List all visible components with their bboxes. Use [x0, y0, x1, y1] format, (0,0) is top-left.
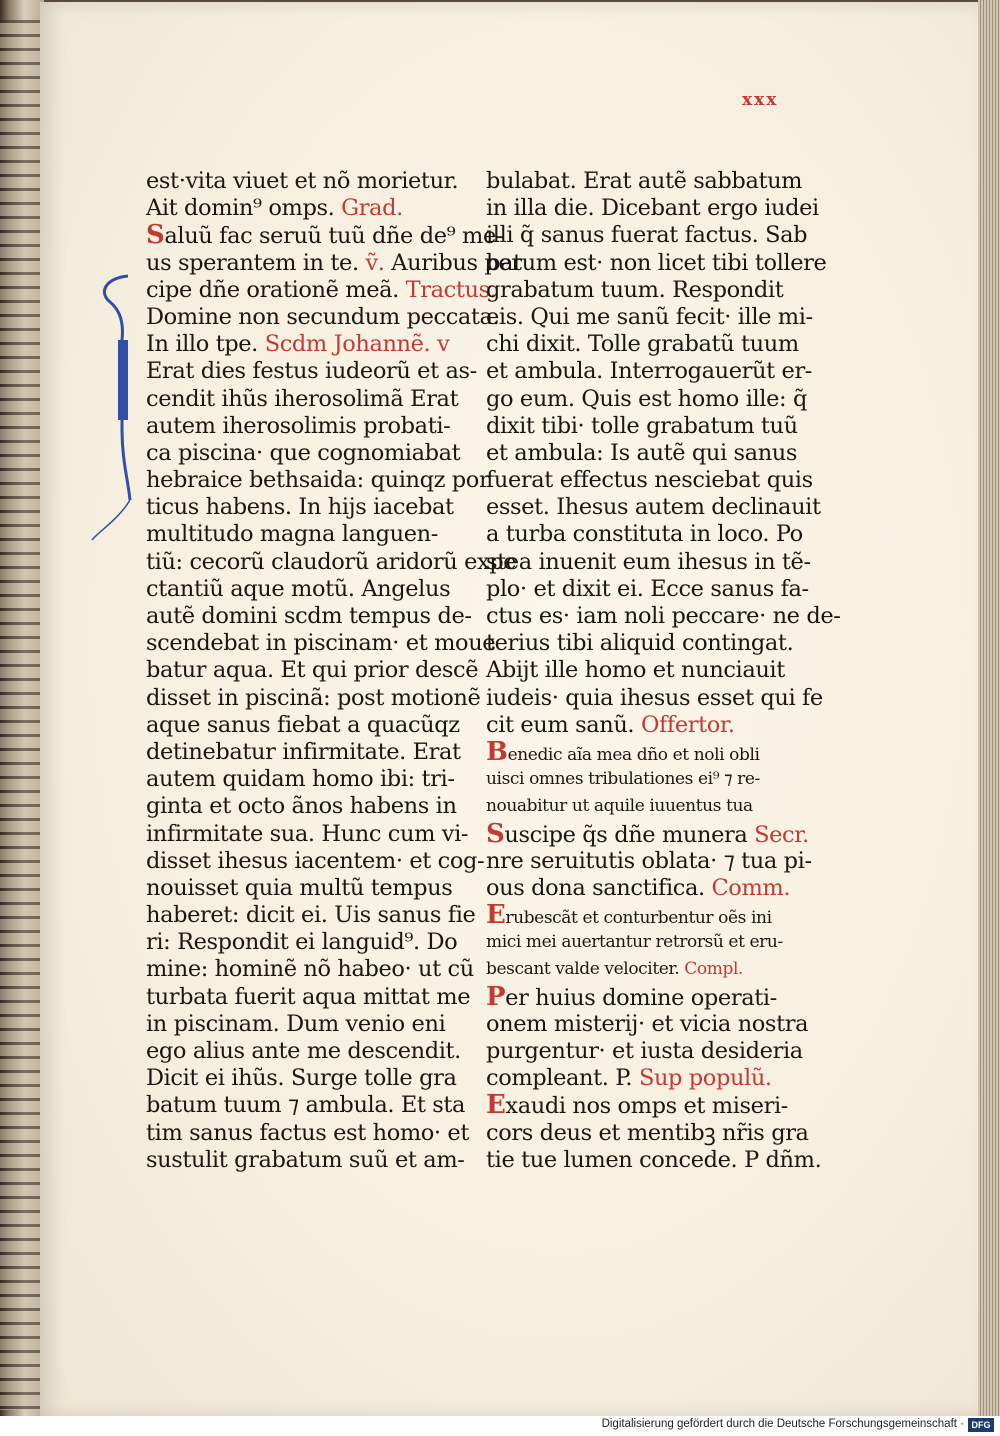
text-line: [146, 711, 460, 739]
text-line: [486, 439, 798, 467]
line-text: nouisset quia multũ tempus: [146, 874, 453, 901]
right-text-column: [486, 168, 841, 1174]
line-text: dixit tibi· tolle grabatum tuũ: [486, 412, 798, 439]
text-line: [486, 1038, 803, 1065]
text-line: [146, 575, 451, 603]
text-line: [486, 736, 784, 767]
text-line: [146, 331, 450, 358]
line-text: ego alius ante me descendit.: [146, 1038, 461, 1064]
line-text: disset in piscinã: post motionẽ: [146, 684, 481, 711]
line-text: chi dixit. Tolle grabatũ tuum: [486, 331, 799, 358]
line-text: us sperantem in te.: [146, 249, 366, 276]
text-line: [146, 1092, 466, 1119]
line-text: uisci omnes tribulationes ei⁹ ⁊ re-: [486, 769, 760, 790]
folio-number: xxx: [742, 90, 779, 110]
text-line: [146, 168, 459, 195]
line-text: turbata fuerit aqua mittat me: [146, 983, 471, 1010]
line-text: autem quidam homo ibi: tri-: [146, 766, 455, 793]
line-text: mine: hominẽ nõ habeo· ut cũ: [146, 956, 474, 983]
line-text: batur aqua. Et qui prior descẽ: [146, 657, 479, 684]
line-text: esset. Ihesus autem declinauit: [486, 494, 821, 521]
text-line: [486, 766, 784, 793]
line-text: tim sanus factus est homo· et: [146, 1119, 469, 1146]
line-text: aluũ fac seruũ tuũ dñe de⁹ me-: [164, 223, 504, 250]
text-line: [146, 1065, 457, 1092]
line-text: nouabitur ut aquile iuuentus tua: [486, 796, 753, 817]
text-line: [486, 548, 811, 576]
rubric-text: ṽ.: [365, 249, 385, 276]
rubric-text: Tractus.: [405, 276, 497, 303]
text-line: [146, 847, 485, 875]
line-text: multitudo magna languen-: [146, 521, 438, 548]
text-line: [146, 630, 496, 657]
text-line: [146, 1146, 465, 1174]
rubric-text: Grad.: [341, 195, 403, 222]
text-line: [486, 1065, 784, 1092]
rubricated-initial: E: [486, 1090, 506, 1121]
line-text: terius tibi aliquid contingat.: [486, 630, 794, 657]
text-line: [146, 1011, 444, 1038]
text-line: [486, 195, 819, 222]
text-line: [146, 276, 497, 304]
text-line: [486, 847, 812, 875]
rubric-text: Scdm Johannẽ. v: [264, 331, 450, 358]
page-edges: [978, 0, 1000, 1420]
line-text: aque sanus fiebat a quacũqz: [146, 711, 460, 738]
rubric-text: Secr.: [754, 821, 809, 848]
line-text: er huius domine operati-: [505, 984, 777, 1011]
text-line: [146, 603, 472, 630]
line-text: tie tue lumen concede. P dñm.: [486, 1146, 822, 1173]
rubric-text: Comm.: [711, 874, 791, 901]
line-text: cit eum sanũ.: [486, 711, 641, 738]
text-line: [486, 818, 809, 849]
text-line: [486, 657, 784, 684]
text-line: [486, 303, 813, 331]
text-line: [146, 874, 453, 902]
line-text: In illo tpe.: [146, 331, 265, 358]
text-line: [146, 684, 481, 712]
text-line: [146, 195, 444, 222]
text-line: [486, 929, 784, 956]
line-text: rubescãt et conturbentur oẽs ini: [505, 908, 772, 929]
line-text: haberet: dicit ei. Uis sanus fie: [146, 902, 476, 929]
line-text: in piscinam. Dum venio eni: [146, 1010, 446, 1037]
text-line: [486, 874, 791, 902]
line-text: infirmitate sua. Hunc cum vi-: [146, 820, 469, 847]
rubric-text: Offertor.: [640, 711, 735, 738]
line-text: ctantiũ aque motũ. Angelus: [146, 575, 451, 602]
line-text: grabatum tuum. Respondit: [486, 276, 784, 303]
text-line: [486, 277, 784, 304]
blue-initial-flourish: [88, 270, 148, 550]
text-line: [486, 521, 803, 548]
line-text: ginta et octo ãnos habens in: [146, 793, 457, 820]
line-text: onem misterij· et vicia nostra: [486, 1010, 809, 1037]
text-line: [146, 902, 476, 929]
text-line: [146, 303, 500, 331]
line-text: eis. Qui me sanũ fecit· ille mi-: [486, 303, 813, 330]
line-text: ri: Respondit ei languid⁹. Do: [146, 929, 458, 956]
line-text: est·vita viuet et nõ morietur.: [146, 168, 459, 194]
text-line: [146, 548, 517, 576]
text-line: [486, 575, 809, 603]
line-text: hebraice bethsaida: quinqz por: [146, 467, 490, 494]
rubricated-initial: E: [486, 900, 506, 931]
line-text: nre seruitutis oblata· ⁊ tua pi-: [486, 847, 812, 874]
line-text: cors deus et mentibꝫ nr̃is gra: [486, 1119, 809, 1146]
line-text: mici mei auertantur retrorsũ et eru-: [486, 932, 783, 953]
line-text: compleant. P.: [486, 1065, 639, 1092]
line-text: a turba constituta in loco. Po: [486, 521, 803, 548]
line-text: detinebatur infirmitate. Erat: [146, 738, 461, 765]
text-line: [146, 249, 522, 277]
rubricated-initial: S: [146, 220, 165, 251]
text-line: [146, 738, 461, 766]
text-line: [486, 1146, 822, 1174]
text-line: [486, 222, 808, 249]
text-line: [146, 793, 457, 820]
text-line: [486, 981, 784, 1012]
line-text: go eum. Quis est homo ille: q̃: [486, 385, 807, 412]
text-line: [486, 385, 807, 413]
line-text: et ambula: Is autẽ qui sanus: [486, 439, 798, 466]
text-line: [146, 956, 474, 983]
text-line: [146, 983, 471, 1011]
text-line: [146, 766, 455, 793]
text-line: [146, 657, 479, 684]
line-text: ctus es· iam noli peccare· ne de-: [486, 603, 841, 629]
text-line: [486, 494, 821, 521]
line-text: Erat dies festus iudeorũ et as-: [146, 358, 477, 385]
rubric-text: Compl.: [684, 959, 743, 980]
text-line: [486, 1090, 788, 1121]
left-text-column: [146, 168, 522, 1174]
line-text: autẽ domini scdm tempus de-: [146, 603, 472, 629]
dfg-logo: DFG: [968, 1418, 994, 1432]
line-text: sustulit grabatum suũ et am-: [146, 1146, 465, 1173]
line-text: stea inuenit eum ihesus in tẽ-: [486, 548, 811, 575]
text-line: [146, 1038, 461, 1065]
text-line: [486, 684, 823, 712]
footer-credit: Digitalisierung gefördert durch die Deutsche Forschungsgemeinschaft ·: [601, 1418, 964, 1430]
text-line: [146, 494, 454, 521]
line-text: cipe dñe orationẽ meã.: [146, 276, 406, 303]
line-text: ca piscina· que cognomiabat: [146, 439, 461, 466]
text-line: [146, 1119, 469, 1147]
line-text: enedic aĩa mea dño et noli obli: [507, 744, 760, 765]
text-line: [146, 467, 490, 494]
line-text: plo· et dixit ei. Ecce sanus fa-: [486, 575, 809, 602]
line-text: Domine non secundum peccata.: [146, 303, 500, 330]
text-line: [146, 820, 469, 848]
line-text: Ait domin⁹ omps.: [146, 195, 342, 222]
rubricated-initial: P: [486, 981, 506, 1012]
line-text: disset ihesus iacentem· et cog-: [146, 847, 485, 874]
text-line: [486, 412, 798, 440]
rubric-text: Sup populũ.: [638, 1065, 772, 1092]
text-line: [146, 439, 461, 467]
text-line: [486, 630, 794, 657]
text-line: [486, 1010, 809, 1038]
line-text: scendebat in piscinam· et moue: [146, 630, 496, 657]
line-text: in illa die. Dicebant ergo iudei: [486, 195, 819, 222]
text-line: [486, 793, 784, 820]
line-text: bulabat. Erat autẽ sabbatum: [486, 168, 803, 194]
text-line: [146, 220, 504, 251]
previous-page-edge: [0, 20, 40, 1410]
footer-bar: [0, 1416, 1000, 1436]
line-text: fuerat effectus nesciebat quis: [486, 467, 813, 494]
line-text: purgentur· et iusta desideria: [486, 1038, 803, 1064]
text-line: [146, 385, 459, 413]
text-line: [486, 712, 784, 739]
line-text: Dicit ei ihũs. Surge tolle gra: [146, 1065, 457, 1092]
text-line: [486, 902, 784, 929]
line-text: uscipe q̃s dñe munera: [504, 821, 755, 848]
rubricated-initial: S: [486, 818, 505, 849]
text-line: [486, 331, 799, 358]
text-line: [486, 603, 841, 630]
line-text: tiũ: cecorũ claudorũ aridorũ expe: [146, 548, 517, 575]
line-text: et ambula. Interrogauerũt er-: [486, 358, 812, 385]
text-line: [486, 168, 803, 195]
line-text: cendit ihũs iherosolimã Erat: [146, 385, 459, 412]
text-line: [486, 249, 827, 277]
text-line: [486, 1119, 809, 1147]
rubricated-initial: B: [486, 736, 508, 767]
text-line: [146, 521, 444, 548]
text-line: [486, 358, 812, 385]
text-line: [486, 956, 784, 983]
line-text: Auribus per: [384, 249, 522, 276]
line-text: xaudi nos omps et miseri-: [505, 1093, 788, 1120]
line-text: autem iherosolimis probati-: [146, 412, 451, 439]
text-line: [486, 467, 813, 494]
text-line: [146, 358, 477, 385]
text-line: [146, 412, 451, 440]
line-text: Abijt ille homo et nunciauit: [486, 657, 785, 684]
line-text: batum est· non licet tibi tollere: [486, 249, 827, 276]
line-text: iudeis· quia ihesus esset qui fe: [486, 684, 823, 711]
line-text: ous dona sanctifica.: [486, 874, 712, 901]
text-line: [146, 929, 458, 956]
line-text: illi q̃ sanus fuerat factus. Sab: [486, 222, 808, 249]
line-text: ticus habens. In hijs iacebat: [146, 494, 454, 521]
line-text: bescant valde velociter.: [486, 959, 685, 980]
line-text: batum tuum ⁊ ambula. Et sta: [146, 1092, 466, 1119]
